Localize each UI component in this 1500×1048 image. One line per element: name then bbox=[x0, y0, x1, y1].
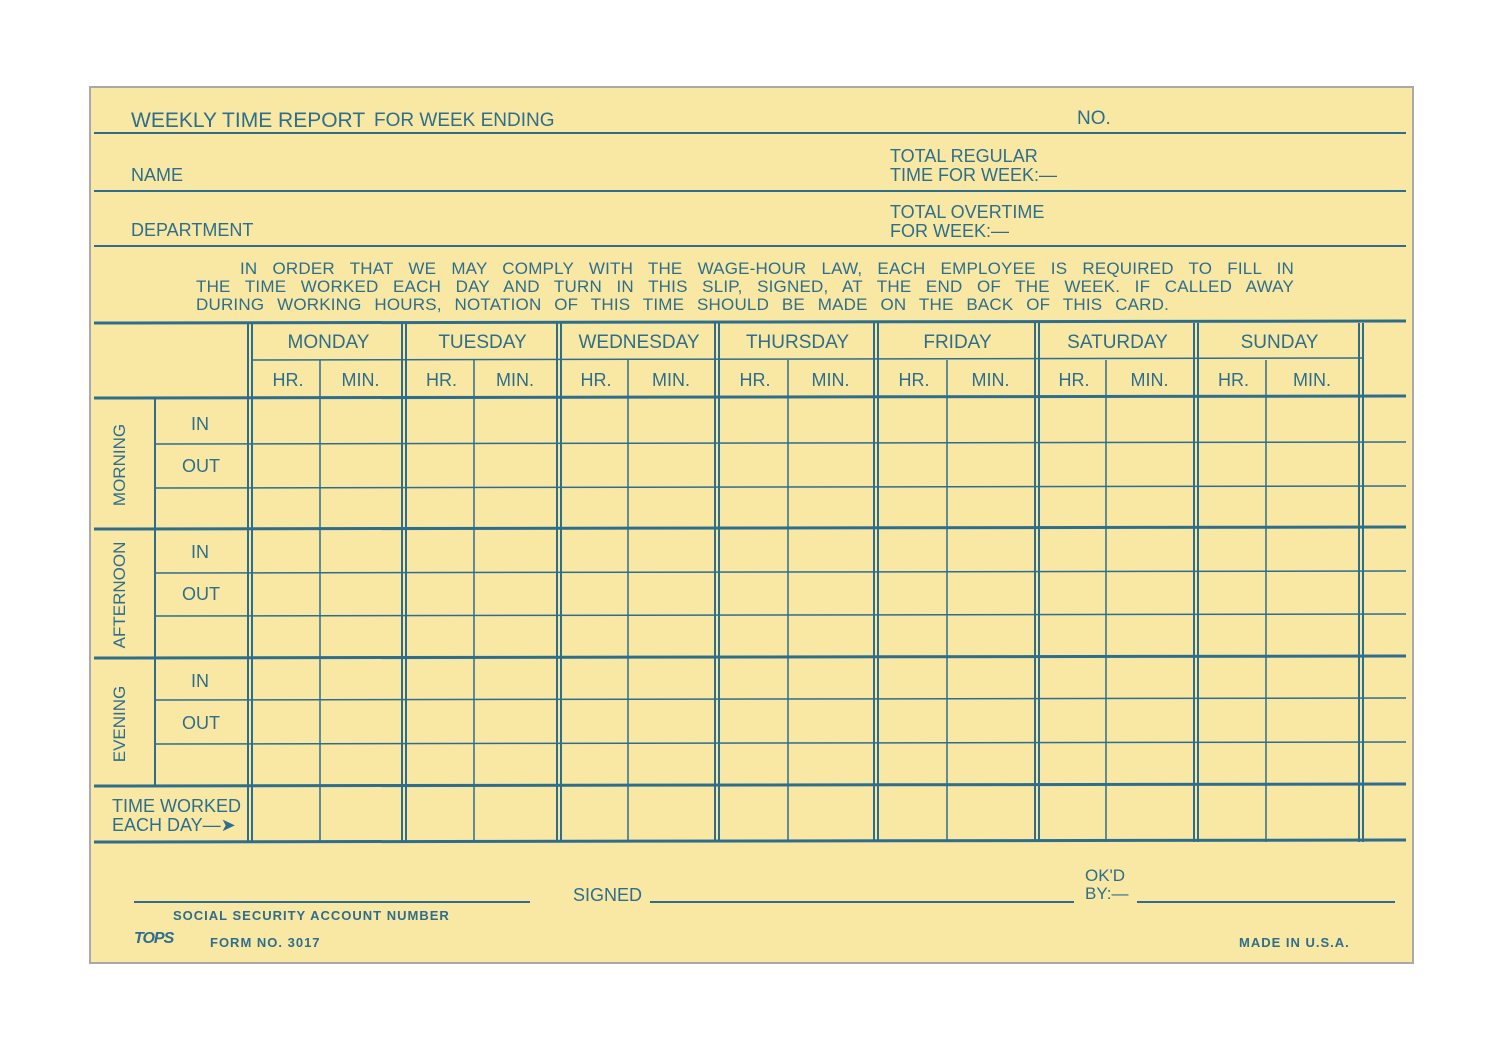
hr-label-wednesday: HR. bbox=[580, 370, 612, 390]
form-number: FORM NO. 3017 bbox=[210, 935, 321, 950]
ssn-line bbox=[134, 901, 530, 903]
row-rule-5 bbox=[155, 742, 1406, 744]
instruction-line-3: DURING WORKING HOURS, NOTATION OF THIS TIME SHOULD BE MADE ON THE BACK OF THIS CARD. bbox=[196, 295, 1169, 314]
number-label: NO. bbox=[1077, 108, 1111, 129]
day-thursday: THURSDAY bbox=[745, 332, 850, 353]
grid-bottom-rule bbox=[94, 840, 1406, 842]
row-rule-1 bbox=[155, 486, 1406, 488]
row-rule-4 bbox=[155, 698, 1406, 700]
min-label-wednesday: MIN. bbox=[652, 370, 690, 390]
total-regular-label-1: TOTAL REGULAR bbox=[890, 146, 1038, 166]
made-in-label: MADE IN U.S.A. bbox=[1239, 935, 1350, 950]
week-ending-label: FOR WEEK ENDING bbox=[374, 110, 555, 131]
signed-line bbox=[650, 901, 1074, 903]
grid-top-rule bbox=[94, 321, 1406, 323]
evening-end-rule bbox=[94, 784, 1406, 786]
day-saturday: SATURDAY bbox=[1067, 332, 1168, 353]
row-rule-0 bbox=[155, 442, 1406, 444]
afternoon-in-label: IN bbox=[191, 542, 209, 562]
morning-out-label: OUT bbox=[182, 456, 220, 476]
name-label: NAME bbox=[131, 165, 184, 185]
day-wednesday: WEDNESDAY bbox=[578, 332, 700, 353]
min-label-friday: MIN. bbox=[971, 370, 1010, 390]
hr-label-saturday: HR. bbox=[1058, 370, 1090, 390]
row-rule-2 bbox=[155, 571, 1406, 573]
hr-label-monday: HR. bbox=[272, 370, 304, 390]
signed-label: SIGNED bbox=[573, 885, 643, 905]
afternoon-end-rule bbox=[94, 656, 1406, 658]
instruction-line-2: THE TIME WORKED EACH DAY AND TURN IN THIS SLIP, SIGNED, AT THE END OF THE WEEK. IF CALLED AWAY bbox=[196, 277, 1294, 296]
time-worked-label-1: TIME WORKED bbox=[112, 796, 241, 816]
morning-end-rule bbox=[94, 527, 1406, 529]
hr-label-tuesday: HR. bbox=[426, 370, 457, 390]
afternoon-out-label: OUT bbox=[182, 584, 220, 604]
day-sunday: SUNDAY bbox=[1240, 332, 1319, 353]
okd-label-2: BY:— bbox=[1085, 884, 1129, 903]
morning-label: MORNING bbox=[110, 423, 129, 507]
min-label-tuesday: MIN. bbox=[496, 370, 534, 390]
subheader-rule bbox=[94, 396, 1406, 398]
instruction-line-1: IN ORDER THAT WE MAY COMPLY WITH THE WAGE-HOUR LAW, EACH EMPLOYEE IS REQUIRED TO FILL IN bbox=[240, 259, 1294, 278]
row-rule-3 bbox=[155, 614, 1406, 616]
evening-out-label: OUT bbox=[182, 713, 220, 733]
morning-in-label: IN bbox=[191, 414, 209, 434]
evening-in-label: IN bbox=[191, 671, 209, 691]
min-label-monday: MIN. bbox=[341, 370, 380, 390]
evening-label: EVENING bbox=[110, 685, 129, 763]
day-tuesday: TUESDAY bbox=[438, 332, 527, 353]
hr-label-friday: HR. bbox=[898, 370, 930, 390]
form-title: WEEKLY TIME REPORT bbox=[131, 109, 366, 132]
min-label-saturday: MIN. bbox=[1130, 370, 1169, 390]
department-label: DEPARTMENT bbox=[131, 220, 254, 240]
min-label-thursday: MIN. bbox=[811, 370, 850, 390]
hr-label-thursday: HR. bbox=[739, 370, 771, 390]
day-header-rule bbox=[252, 358, 1362, 360]
total-regular-label-2: TIME FOR WEEK:— bbox=[890, 165, 1058, 185]
min-label-sunday: MIN. bbox=[1293, 370, 1331, 390]
total-overtime-label-2: FOR WEEK:— bbox=[890, 221, 1010, 241]
tops-logo: TOPS bbox=[134, 930, 174, 947]
total-overtime-label-1: TOTAL OVERTIME bbox=[890, 202, 1045, 222]
okd-line bbox=[1137, 901, 1395, 903]
day-friday: FRIDAY bbox=[923, 332, 992, 353]
day-monday: MONDAY bbox=[287, 332, 370, 353]
okd-label-1: OK'D bbox=[1085, 866, 1126, 885]
time-worked-label-2: EACH DAY—➤ bbox=[112, 815, 236, 835]
afternoon-label: AFTERNOON bbox=[110, 541, 129, 649]
ssn-label: SOCIAL SECURITY ACCOUNT NUMBER bbox=[173, 908, 450, 923]
hr-label-sunday: HR. bbox=[1218, 370, 1249, 390]
